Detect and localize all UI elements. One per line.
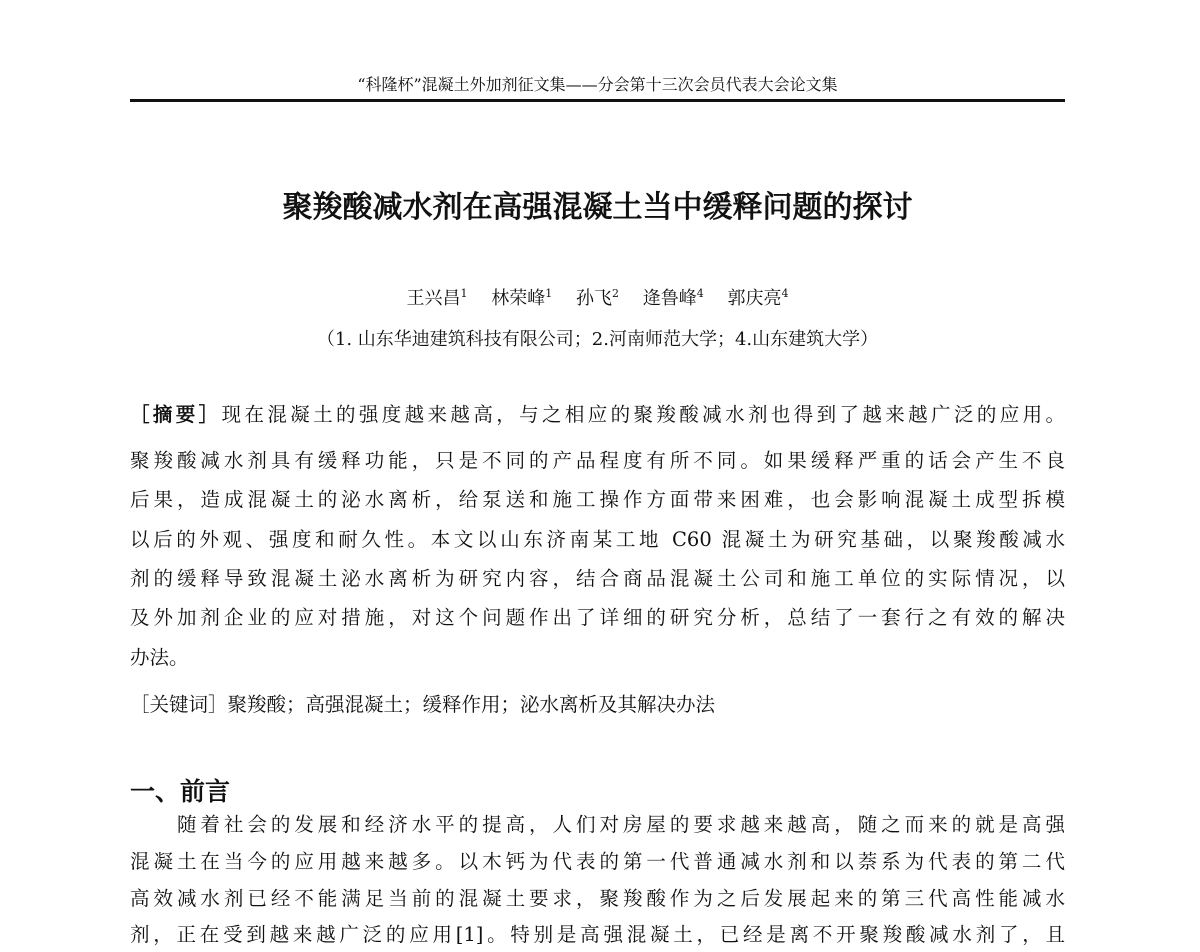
author-name: 林荣峰	[491, 288, 546, 309]
section-heading: 一、前言	[130, 777, 231, 806]
abstract-line	[130, 402, 1065, 428]
body-line: 高效减水剂已经不能满足当前的混凝土要求，聚羧酸作为之后发展起来的第三代高性能减水	[130, 887, 1065, 910]
body-line: 混凝土在当今的应用越来越多。以木钙为代表的第一代普通减水剂和以萘系为代表的第二代	[130, 850, 1065, 873]
body-line: 剂，正在受到越来越广泛的应用[1]。特别是高强混凝土，已经是离不开聚羧酸减水剂了，且	[130, 923, 1065, 946]
author	[407, 288, 468, 309]
abstract-line: 办法。	[130, 646, 189, 669]
abstract-text: 现在混凝土的强度越来越高，与之相应的聚羧酸减水剂也得到了越来越广泛的应用。	[221, 403, 1065, 426]
author-name: 逄鲁峰	[642, 288, 697, 309]
affiliations: （1. 山东华迪建筑科技有限公司；2.河南师范大学；4.山东建筑大学）	[316, 329, 879, 350]
author	[491, 288, 552, 309]
author	[643, 288, 704, 309]
running-header: “科隆杯”混凝土外加剂征文集——分会第十三次会员代表大会论文集	[357, 75, 838, 94]
header-rule	[130, 99, 1065, 102]
abstract-line: 后果，造成混凝土的泌水离析，给泵送和施工操作方面带来困难，也会影响混凝土成型拆模	[130, 488, 1065, 511]
author-name: 郭庆亮	[727, 288, 782, 309]
author-list	[130, 284, 1065, 310]
keywords-text: 聚羧酸；高强混凝土；缓释作用；泌水离析及其解决办法	[227, 693, 716, 716]
author-affiliation-mark: 1	[460, 287, 468, 300]
author-affiliation-mark: 2	[612, 287, 619, 300]
author	[727, 288, 788, 309]
abstract-label: ［摘要］	[130, 403, 222, 426]
body-line: 随着社会的发展和经济水平的提高，人们对房屋的要求越来越高，随之而来的就是高强	[130, 813, 1065, 836]
abstract-line: 聚羧酸减水剂具有缓释功能，只是不同的产品程度有所不同。如果缓释严重的话会产生不良	[130, 449, 1065, 472]
author-name: 孙飞	[576, 288, 612, 309]
author	[576, 288, 619, 309]
keywords	[130, 692, 1065, 718]
paper-title: 聚羧酸减水剂在高强混凝土当中缓释问题的探讨	[282, 190, 913, 225]
keywords-label: ［关键词］	[130, 693, 228, 716]
author-affiliation-mark: 4	[696, 287, 704, 300]
abstract-line: 及外加剂企业的应对措施，对这个问题作出了详细的研究分析，总结了一套行之有效的解决	[130, 606, 1065, 629]
author-affiliation-mark: 4	[781, 287, 789, 300]
abstract-line: 剂的缓释导致混凝土泌水离析为研究内容，结合商品混凝土公司和施工单位的实际情况，以	[130, 567, 1065, 590]
author-affiliation-mark: 1	[545, 287, 553, 300]
abstract-line: 以后的外观、强度和耐久性。本文以山东济南某工地 C60 混凝土为研究基础，以聚羧酸减水	[130, 528, 1065, 551]
author-name: 王兴昌	[406, 288, 461, 309]
